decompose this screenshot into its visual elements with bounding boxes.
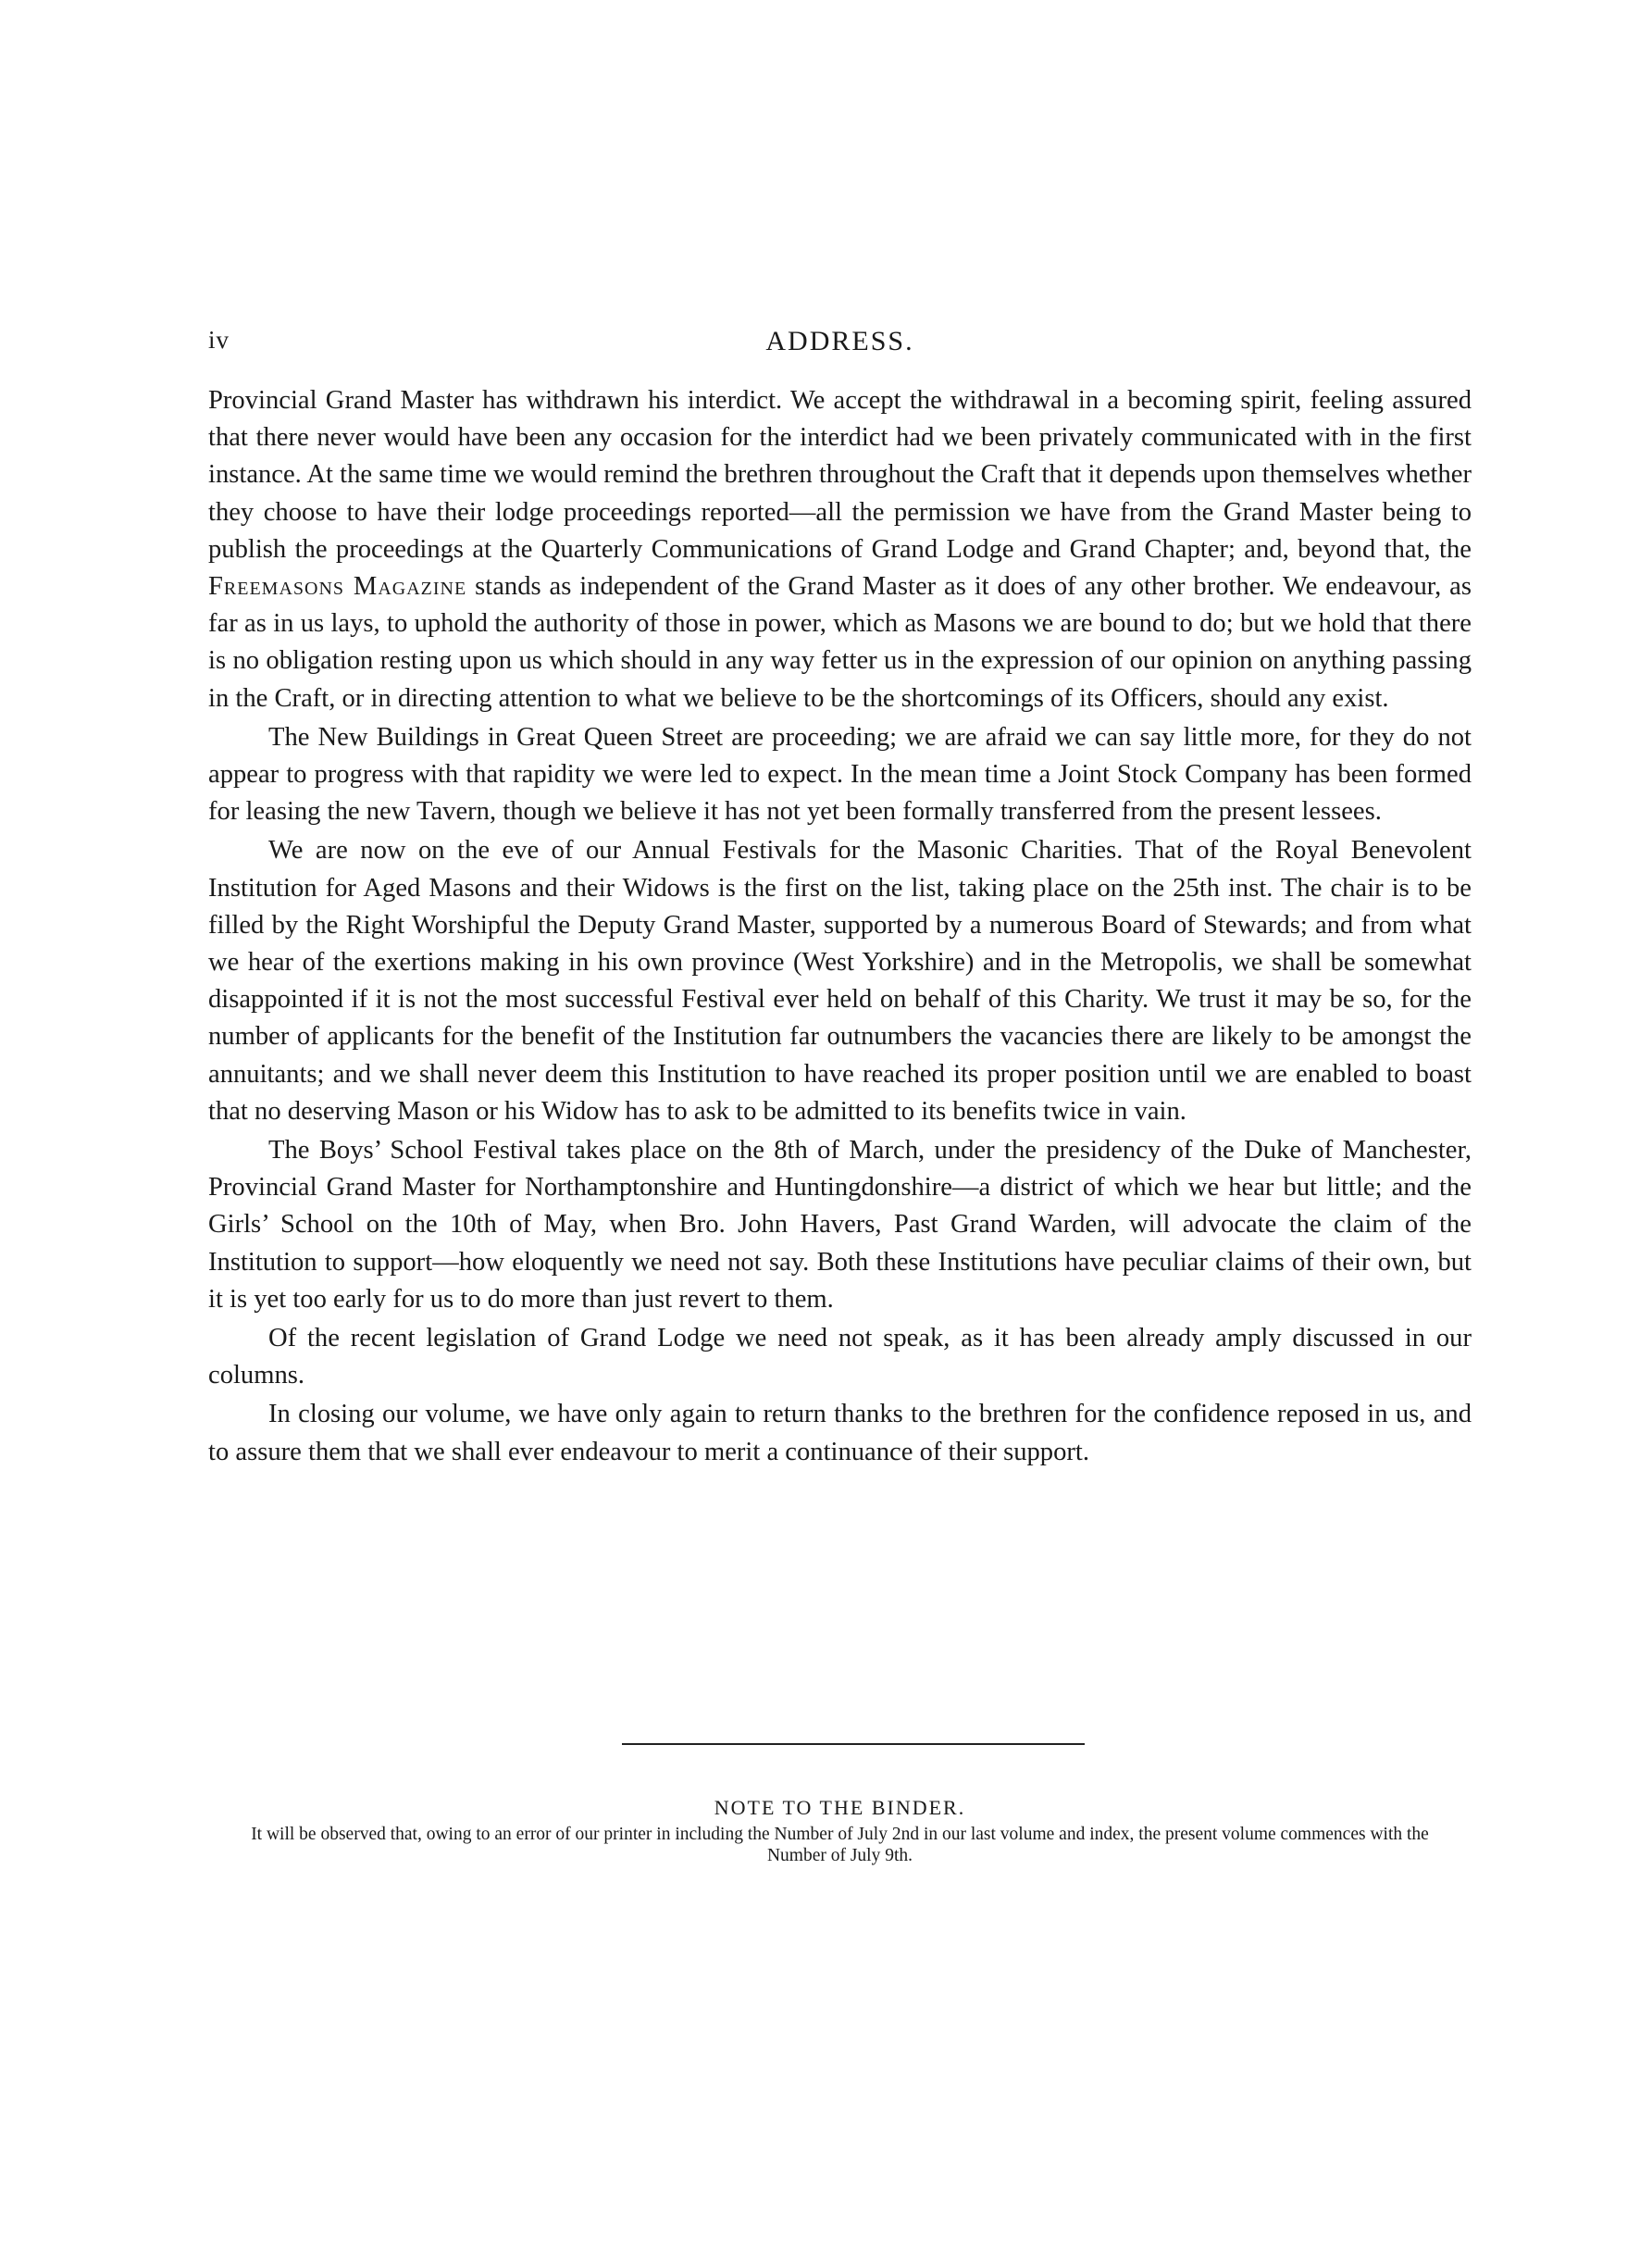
- magazine-name: Freemasons Magazine: [208, 572, 467, 602]
- address-body: [208, 382, 1472, 1473]
- running-head: [208, 326, 1472, 367]
- paragraph-1-text-a: Provincial Grand Master has withdrawn his interdict. We accept the withdrawal in a becoming spirit, feeling assured that there never would have been any occasion for the interdict had we been privately communicated with in the first instance. At the same time we would remind the brethren throughout the Craft that it depends upon themselves whether they choose to have their lodge proceedings reported—all the permission we have from the Grand Master being to publish the proceedings at the Quarterly Communications of Grand Lodge and Grand Chapter; and, beyond that, the: [208, 386, 1472, 564]
- section-divider: [622, 1743, 1085, 1745]
- binder-note-text: It will be observed that, owing to an error of our printer in including the Number of July 2nd in our last volume and index, the present volume commences with the Number of July 9th.: [251, 1825, 1429, 1865]
- running-title: ADDRESS.: [765, 326, 914, 356]
- paragraph-4: The Boys’ School Festival takes place on the 8th of March, under the presidency of the Duke of Manchester, Provincial Grand Master for Northamptonshire and Huntingdonshire—a district of which we hear but little; and the Girls’ School on the 10th of May, when Bro. John Havers, Past Grand Warden, will advocate the claim of the Institution to support—how eloquently we need not say. Both these Institutions have peculiar claims of their own, but it is yet too early for us to do more than just revert to them.: [208, 1136, 1472, 1314]
- paragraph-5: Of the recent legislation of Grand Lodge we need not speak, as it has been already amply discussed in our columns.: [208, 1324, 1472, 1390]
- paragraph-1: [208, 382, 1472, 717]
- paragraph-6: In closing our volume, we have only again to return thanks to the brethren for the confidence reposed in us, and to assure them that we shall ever endeavour to merit a continuance of their support.: [208, 1400, 1472, 1466]
- paragraph-3: We are now on the eve of our Annual Festivals for the Masonic Charities. That of the Royal Benevolent Institution for Aged Masons and their Widows is the first on the list, taking place on the 25th inst. The chair is to be filled by the Right Worshipful the Deputy Grand Master, supported by a numerous Board of Stewards; and from what we hear of the exertions making in his own province (West Yorkshire) and in the Metropolis, we shall be somewhat disappointed if it is not the most successful Festival ever held on behalf of this Charity. We trust it may be so, for the number of applicants for the benefit of the Institution far outnumbers the vacancies there are likely to be amongst the annuitants; and we shall never deem this Institution to have reached its proper position until we are enabled to boast that no deserving Mason or his Widow has to ask to be admitted to its benefits twice in vain.: [208, 836, 1472, 1126]
- paragraph-2: The New Buildings in Great Queen Street are proceeding; we are afraid we can say little more, for they do not appear to progress with that rapidity we were led to expect. In the mean time a Joint Stock Company has been formed for leasing the new Tavern, though we believe it has not yet been formally transferred from the present lessees.: [208, 722, 1472, 827]
- paragraph-1-text-b: stands as independent of the Grand Master as it does of any other brother. We endeavour, as far as in us lays, to uphold the authority of those in power, which as Masons we are bound to do; but we hold that there is no obligation resting upon us which should in any way fetter us in the expression of our opinion on anything passing in the Craft, or in directing attention to what we believe to be the shortcomings of its Officers, should any exist.: [208, 572, 1472, 713]
- binder-note-title: NOTE TO THE BINDER.: [714, 1796, 966, 1819]
- page-number: iv: [208, 326, 230, 354]
- binder-note: [208, 1796, 1472, 1866]
